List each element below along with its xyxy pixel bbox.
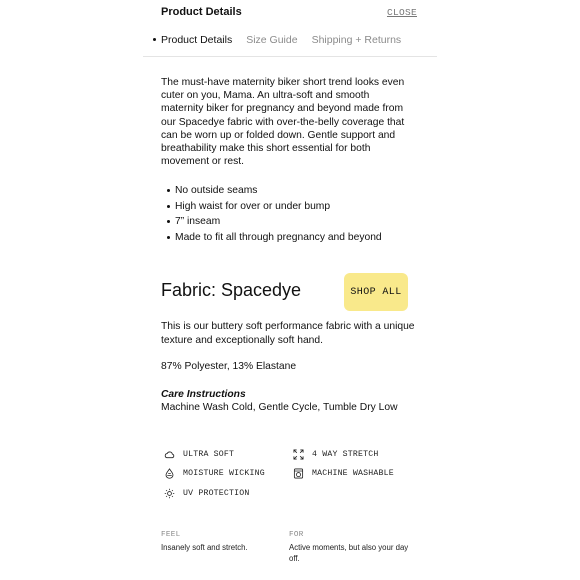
- fabric-composition: 87% Polyester, 13% Elastane: [161, 361, 297, 372]
- active-tab-dot-icon: [153, 38, 156, 41]
- feature-label: MOISTURE WICKING: [183, 468, 265, 478]
- panel-title: Product Details: [161, 6, 242, 18]
- care-instructions-title: Care Instructions: [161, 389, 246, 400]
- for-text: Active moments, but also your day off.: [289, 543, 409, 563]
- feature-machine-washable: [293, 467, 394, 479]
- panel-header: [161, 6, 417, 22]
- feel-label: FEEL: [161, 531, 181, 539]
- feature-label: MACHINE WASHABLE: [312, 468, 394, 478]
- feature-label: 4 WAY STRETCH: [312, 449, 379, 459]
- tab-label: Product Details: [161, 34, 233, 46]
- divider: [143, 56, 437, 57]
- product-description: The must-have maternity biker short trend looks even cuter on you, Mama. An ultra-soft and smooth maternity biker for pregnancy and beyond made from our Spacedye fabric with over-the-belly coverage that can be worn up or folded down. Gentle support and breathability make this short essential for both movement or rest.: [161, 77, 405, 168]
- cloud-icon: [164, 449, 175, 460]
- product-details-panel: [143, 0, 437, 580]
- feature-bullet-list: [175, 183, 425, 246]
- fabric-description: This is our buttery soft performance fabric with a unique texture and exceptionally soft hand.: [161, 321, 415, 346]
- bullet-item: 7” inseam: [175, 214, 425, 230]
- tab-size-guide[interactable]: Size Guide: [246, 34, 298, 46]
- tab-bar: [153, 33, 415, 47]
- bullet-item: Made to fit all through pregnancy and beyond: [175, 230, 425, 246]
- tab-shipping-returns[interactable]: Shipping + Returns: [311, 34, 402, 46]
- sun-icon: [164, 488, 175, 499]
- care-instructions-text: Machine Wash Cold, Gentle Cycle, Tumble Dry Low: [161, 402, 398, 413]
- tab-product-details[interactable]: [153, 34, 232, 46]
- feature-label: ULTRA SOFT: [183, 449, 235, 459]
- for-label: FOR: [289, 531, 304, 539]
- feature-ultra-soft: [164, 448, 234, 460]
- feature-4-way-stretch: [293, 448, 378, 460]
- stretch-arrows-icon: [293, 449, 304, 460]
- feature-label: UV PROTECTION: [183, 488, 250, 498]
- droplet-icon: [164, 468, 175, 479]
- shop-all-button[interactable]: SHOP ALL: [344, 273, 408, 311]
- bullet-item: High waist for over or under bump: [175, 199, 425, 215]
- washing-machine-icon: [293, 468, 304, 479]
- close-button[interactable]: CLOSE: [386, 7, 417, 18]
- fabric-title: Fabric: Spacedye: [161, 280, 302, 300]
- feature-moisture-wicking: [164, 467, 265, 479]
- feel-text: Insanely soft and stretch.: [161, 543, 248, 552]
- bullet-item: No outside seams: [175, 183, 425, 199]
- feature-uv-protection: [164, 487, 249, 499]
